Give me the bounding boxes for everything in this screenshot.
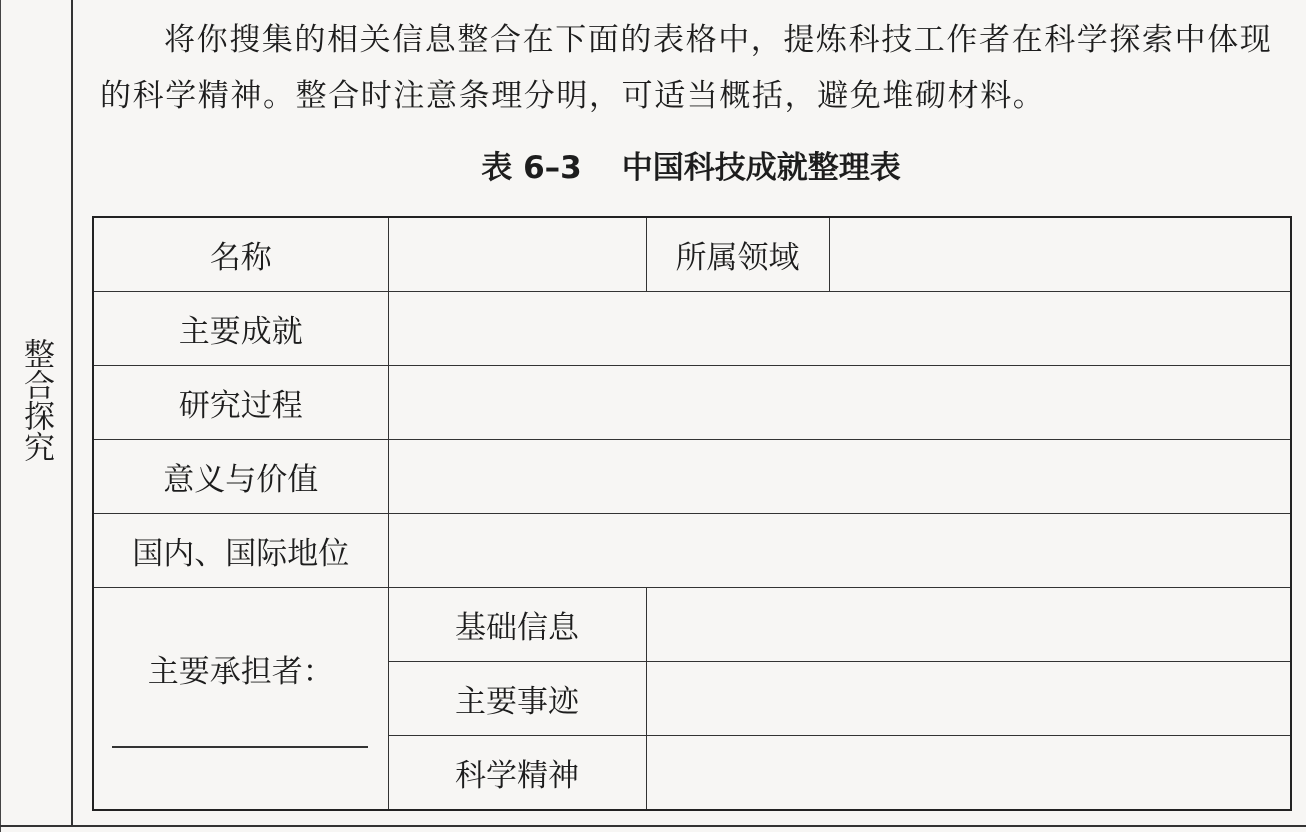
row-input-cell[interactable] <box>388 440 1291 514</box>
row-input-cell[interactable] <box>388 514 1291 588</box>
row-label-cell: 研究过程 <box>93 366 388 440</box>
section-side-label: 整合探究 <box>18 338 54 462</box>
owner-blank-line[interactable] <box>112 746 368 748</box>
owner-sub-label-cell: 主要事迹 <box>388 662 646 736</box>
owner-sub-label-cell: 基础信息 <box>388 588 646 662</box>
achievement-table <box>92 216 1292 811</box>
owner-sub-input-cell[interactable] <box>646 736 1291 811</box>
row-input-cell[interactable] <box>388 366 1291 440</box>
field-input-cell[interactable] <box>829 217 1291 292</box>
field-label-cell: 所属领域 <box>646 217 829 292</box>
left-border <box>0 0 1 832</box>
table-row <box>93 440 1291 514</box>
owner-sub-input-cell[interactable] <box>646 662 1291 736</box>
table-number: 表 6–3 <box>481 150 582 186</box>
table-row <box>93 292 1291 366</box>
table-row <box>93 366 1291 440</box>
row-label-cell: 主要成就 <box>93 292 388 366</box>
owner-sub-input-cell[interactable] <box>646 588 1291 662</box>
margin-divider <box>71 0 73 826</box>
owner-cell <box>93 588 388 811</box>
owner-label: 主要承担者： <box>147 654 334 690</box>
table-row-name <box>93 217 1291 292</box>
name-label-cell: 名称 <box>93 217 388 292</box>
row-label-cell: 国内、国际地位 <box>93 514 388 588</box>
table-row <box>93 514 1291 588</box>
instruction-paragraph: 将你搜集的相关信息整合在下面的表格中，提炼科技工作者在科学探索中体现的科学精神。整合时注意条理分明，可适当概括，避免堆砌材料。 <box>100 22 1273 114</box>
table-title-text: 中国科技成就整理表 <box>621 150 901 186</box>
table-title <box>92 146 1290 190</box>
bottom-border <box>0 825 1306 827</box>
row-label-cell: 意义与价值 <box>93 440 388 514</box>
row-input-cell[interactable] <box>388 292 1291 366</box>
name-input-cell[interactable] <box>388 217 646 292</box>
table-row-owner <box>93 588 1291 662</box>
owner-sub-label-cell: 科学精神 <box>388 736 646 811</box>
